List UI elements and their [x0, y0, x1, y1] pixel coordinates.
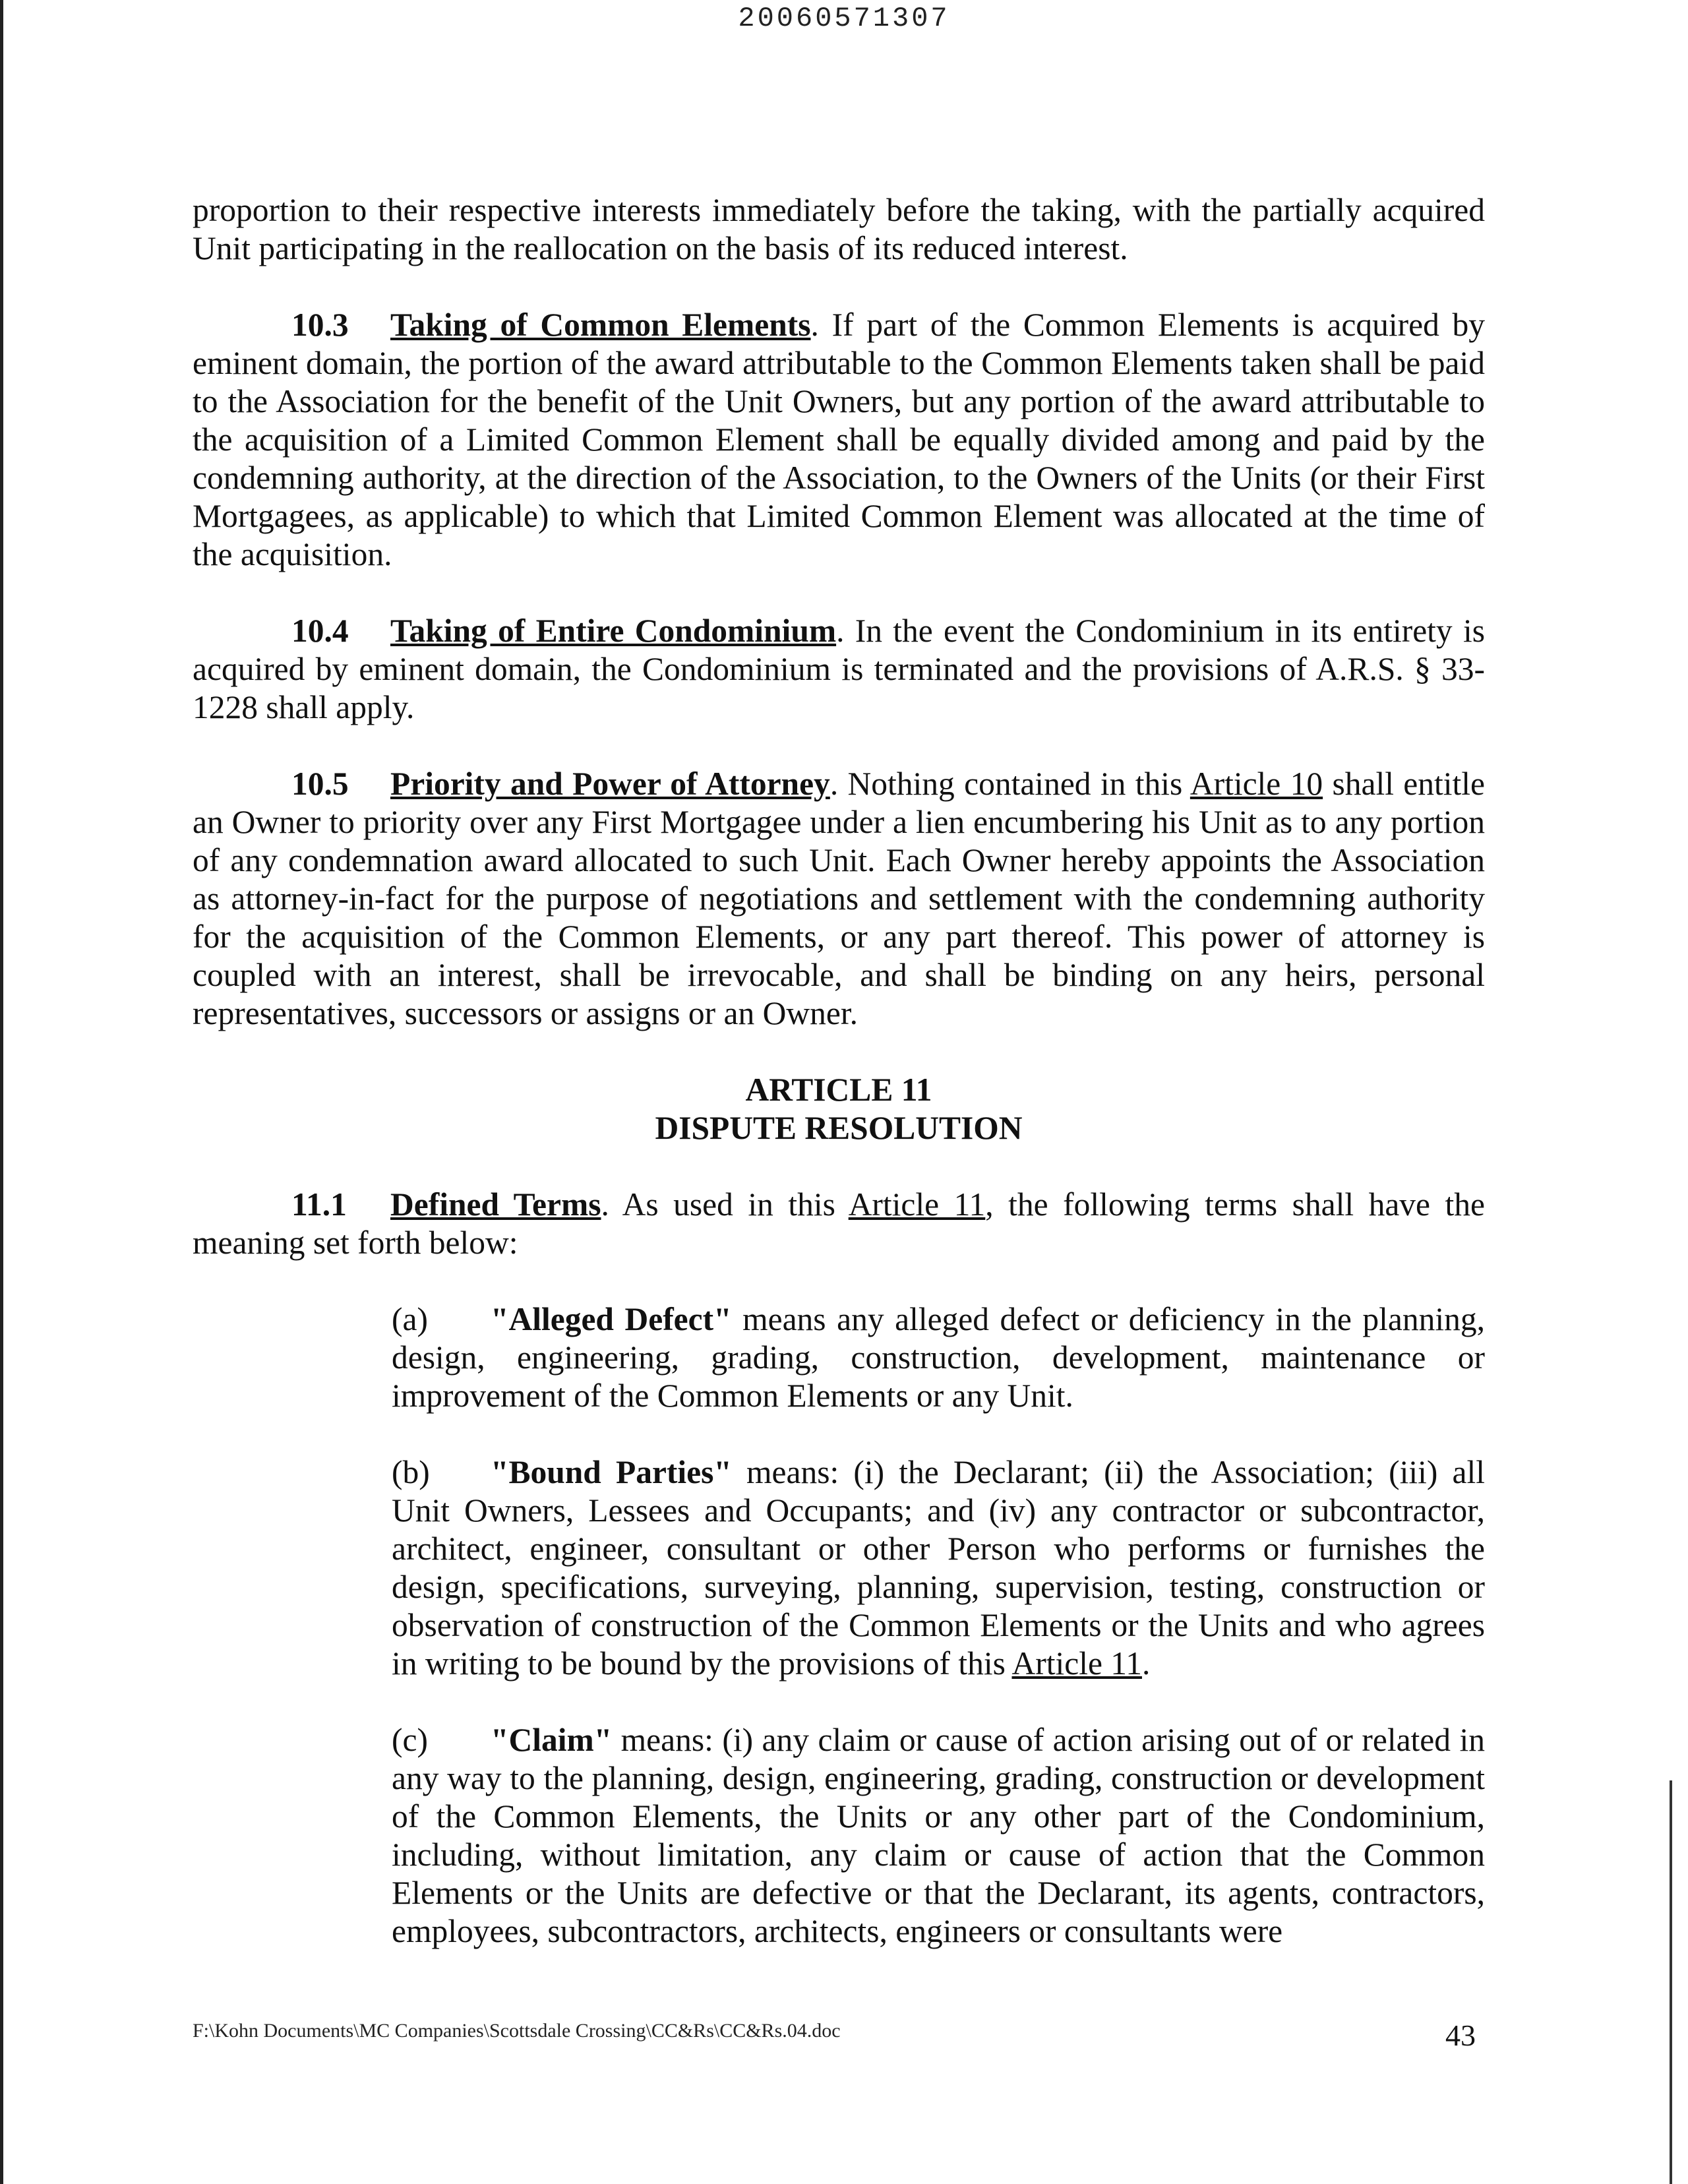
scan-edge-left — [0, 0, 3, 2184]
section-title: Defined Terms — [390, 1186, 601, 1223]
footer-file-path: F:\Kohn Documents\MC Companies\Scottsdale Crossing\CC&Rs\CC&Rs.04.doc — [193, 2020, 841, 2042]
section-10-5 — [193, 765, 1485, 1033]
article-title: DISPUTE RESOLUTION — [655, 1110, 1023, 1146]
section-body: . If part of the Common Elements is acquired by eminent domain, the portion of the award attributable to the Common Elements taken shall be paid to the Association for the benefit of the Unit Owners, but any portion of the award attributable to the acquisition of a Limited Common Element shall be equally divided among and paid by the condemning authority, at the direction of the Association, to the Owners of the Units (or their First Mortgagees, as applicable) to which that Limited Common Element was allocated at the time of the acquisition. — [193, 307, 1485, 572]
section-body: , the following terms shall have the meaning set forth below: — [193, 1186, 1485, 1261]
section-title: Taking of Common Elements — [390, 307, 811, 343]
article-11-heading — [193, 1071, 1485, 1147]
section-10-3 — [193, 306, 1485, 574]
scan-edge-right — [1670, 1780, 1672, 2184]
section-10-4 — [193, 612, 1485, 727]
definition-label: (c) — [392, 1722, 428, 1758]
document-page — [193, 191, 1485, 1989]
section-title: Priority and Power of Attorney — [390, 766, 830, 802]
section-body: . In the event the Condominium in its entirety is acquired by eminent domain, the Condominium is terminated and the provisions of A.R.S. § 33-1228 shall apply. — [193, 613, 1485, 725]
definition-text: means: (i) any claim or cause of action arising out of or related in any way to the planning, design, engineering, grading, construction or development of the Common Elements, the Units or any other part of the Condominium, including, without limitation, any claim or cause of action that the Common Elements or the Units are defective or that the Declarant, its agents, contractors, employees, subcontractors, architects, engineers or consultants were — [392, 1722, 1485, 1949]
section-body: . Nothing contained in this — [829, 766, 1190, 802]
continuation-paragraph: proportion to their respective interests immediately before the taking, with the partially acquired Unit participating in the reallocation on the basis of its reduced interest. — [193, 192, 1485, 266]
definition-term: "Bound Parties" — [491, 1454, 732, 1490]
definition-end: . — [1141, 1645, 1151, 1682]
definition-bound-parties — [392, 1453, 1485, 1683]
section-11-1 — [193, 1186, 1485, 1262]
definition-text: means any alleged defect or deficiency in the planning, design, engineering, grading, construction, development, maintenance or improvement of the Common Elements or any Unit. — [392, 1301, 1485, 1414]
document-recording-number: 20060571307 — [738, 3, 950, 34]
article-reference: Article 10 — [1190, 766, 1323, 802]
section-title: Taking of Entire Condominium — [390, 613, 837, 649]
definition-alleged-defect — [392, 1300, 1485, 1415]
section-body: . As used in this — [601, 1186, 849, 1223]
article-number: ARTICLE 11 — [745, 1072, 932, 1108]
article-reference: Article 11 — [848, 1186, 986, 1223]
section-body: shall entitle an Owner to priority over any First Mortgagee under a lien encumbering his Unit as to any portion of any condemnation award allocated to such Unit. Each Owner hereby appoints the Association as attorney-in-fact for the purpose of negotiations and settlement with the condemning authority for the acquisition of the Common Elements, or any part thereof. This power of attorney is coupled with an interest, shall be irrevocable, and shall be binding on any heirs, personal representatives, successors or assigns or an Owner. — [193, 766, 1485, 1031]
definition-term: "Claim" — [491, 1722, 613, 1758]
page-number: 43 — [1445, 2018, 1476, 2052]
section-number: 10.3 — [291, 307, 349, 343]
definition-label: (a) — [392, 1301, 428, 1337]
definition-claim — [392, 1721, 1485, 1951]
section-number: 10.5 — [291, 766, 349, 802]
definition-text: means: (i) the Declarant; (ii) the Association; (iii) all Unit Owners, Lessees and Occupants; and (iv) any contractor or subcontractor, architect, engineer, consultant or other Person who performs or furnishes the design, specifications, surveying, planning, supervision, testing, construction or observation of construction of the Common Elements or the Units and who agrees in writing to be bound by the provisions of this — [392, 1454, 1486, 1682]
definition-label: (b) — [392, 1454, 430, 1490]
definition-term: "Alleged Defect" — [491, 1301, 732, 1337]
section-number: 10.4 — [291, 613, 349, 649]
section-number: 11.1 — [291, 1186, 347, 1223]
article-reference: Article 11 — [1011, 1645, 1142, 1682]
